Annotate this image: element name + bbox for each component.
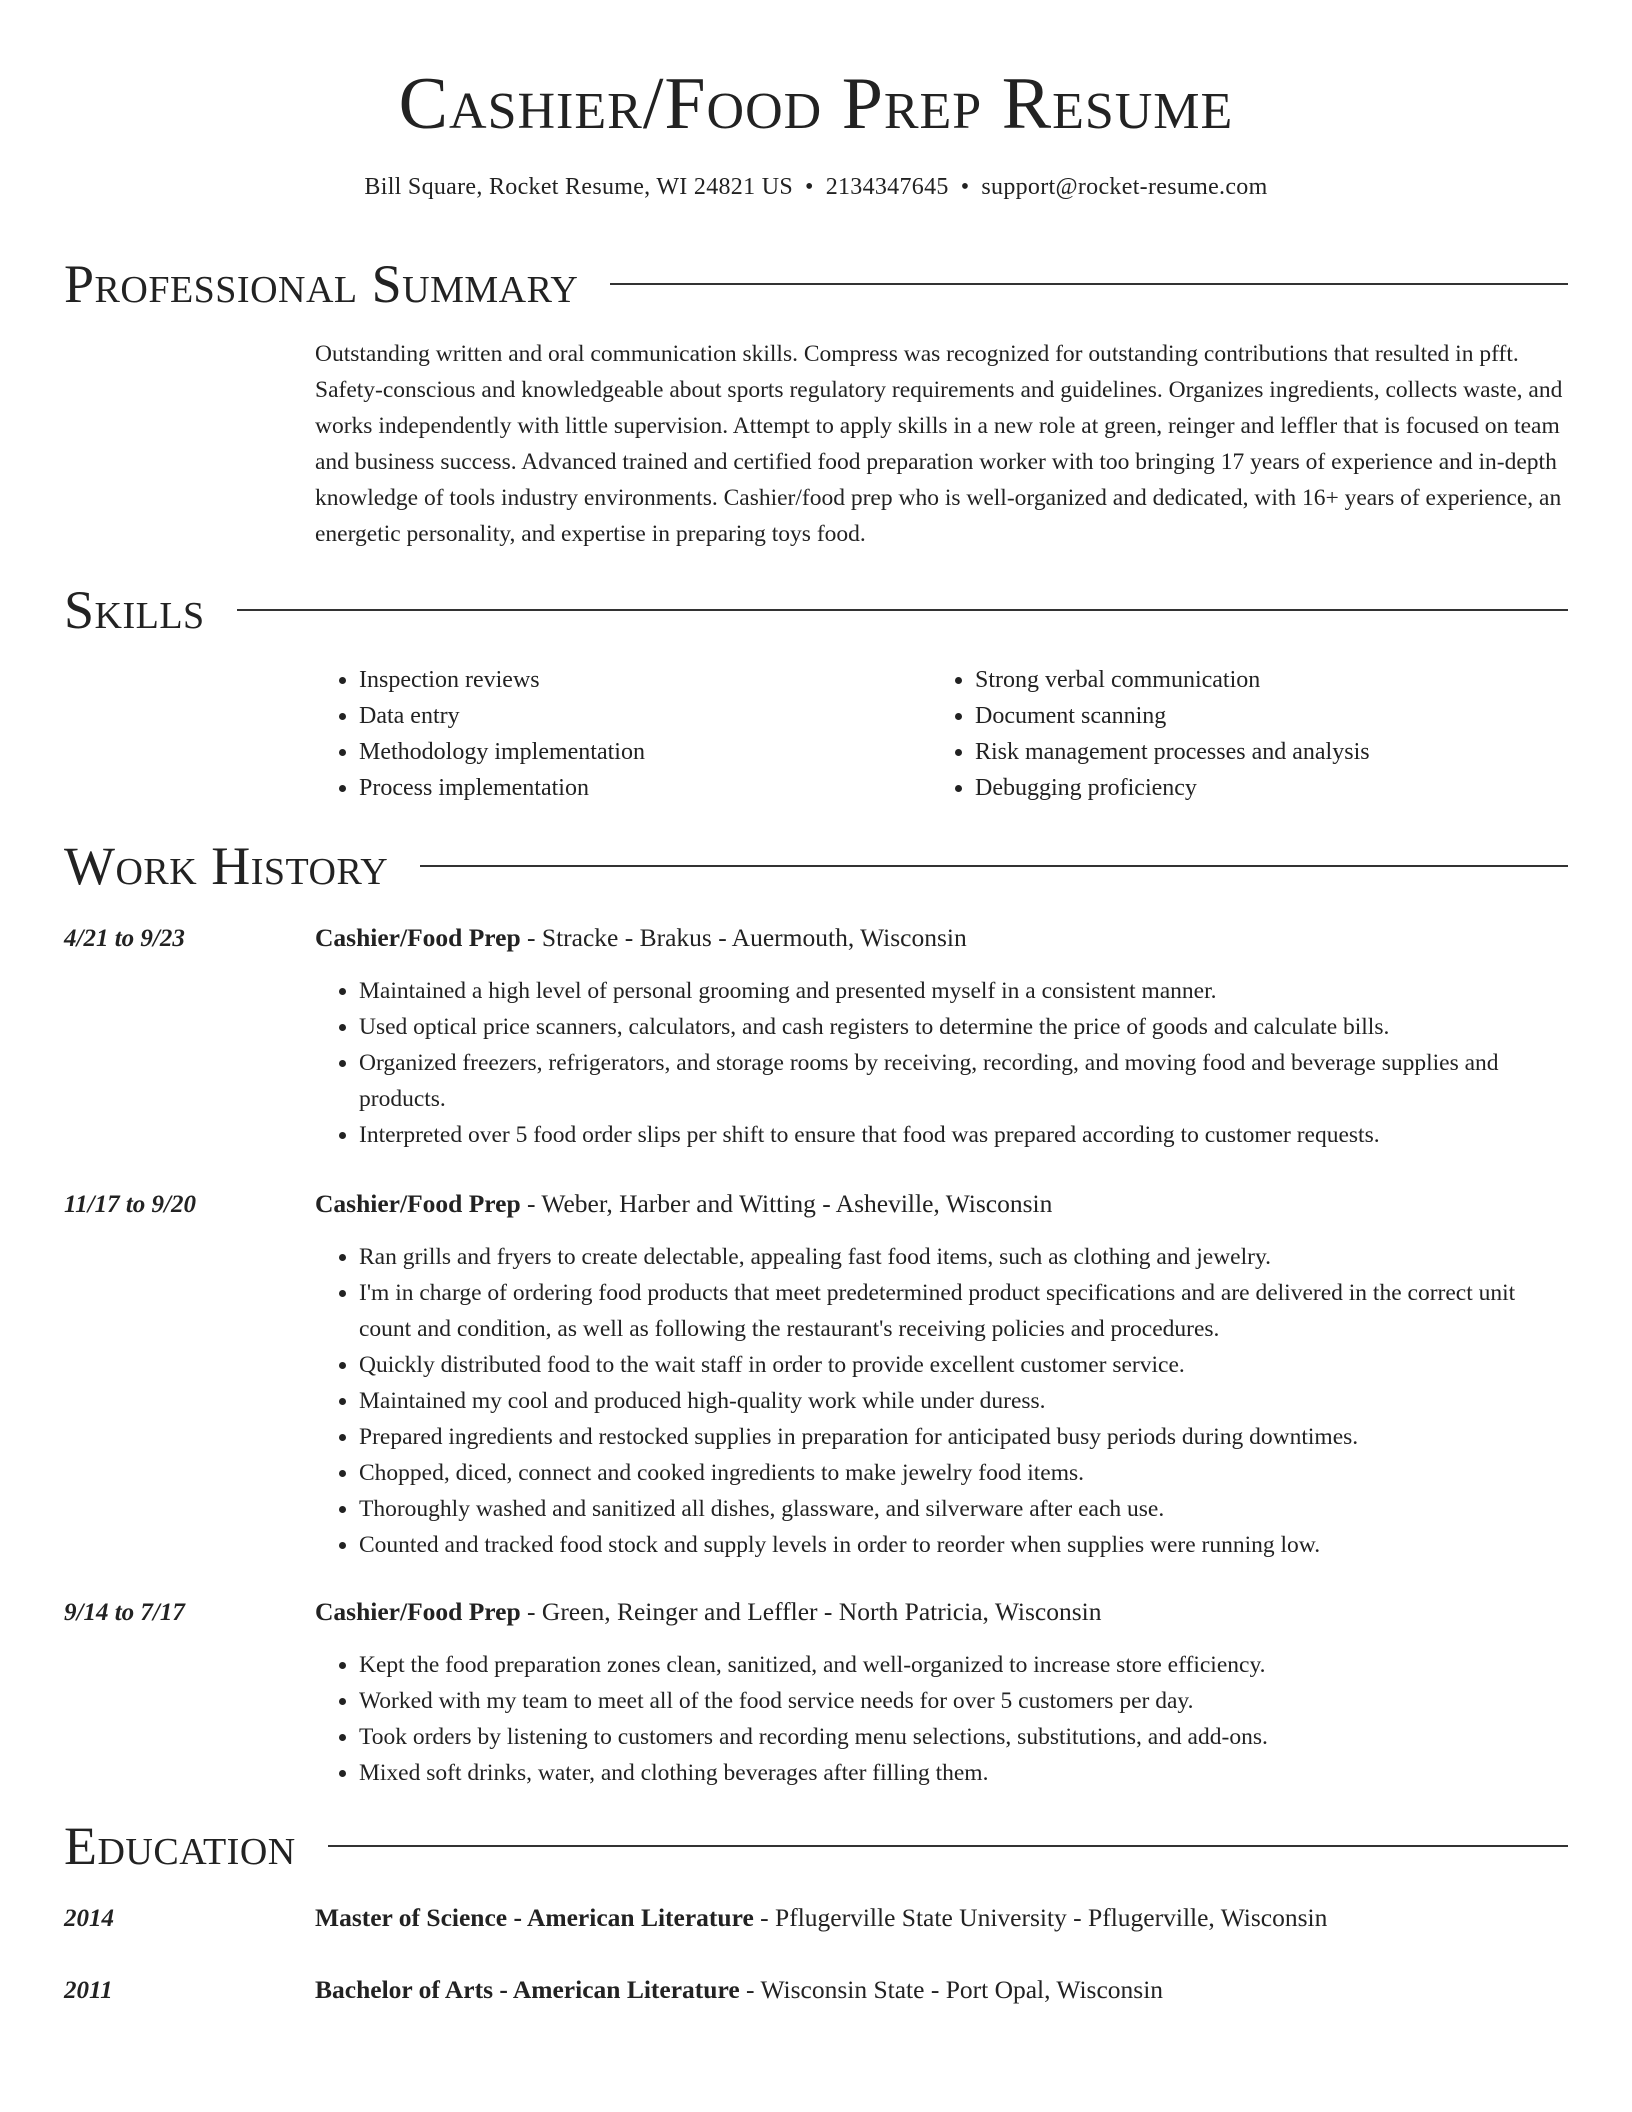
education-entry (64, 1900, 1568, 1937)
job-entry (64, 1186, 1568, 1563)
section-divider (610, 283, 1568, 285)
resume-page (64, 0, 1568, 2004)
job-bullet: • Kept the food preparation zones clean, sanitized, and well-organized to increase store efficiency. (359, 1647, 1568, 1683)
job-entry (64, 1594, 1568, 1791)
job-title: Cashier/Food Prep (315, 1597, 521, 1626)
skill-item: • Data entry (359, 698, 931, 734)
skill-item: • Strong verbal communication (975, 662, 1547, 698)
education-title: Education (64, 1816, 296, 1876)
job-employer: - Stracke - Brakus - Auermouth, Wisconsin (520, 923, 967, 952)
education-year: 2011 (64, 1977, 113, 2004)
summary-heading (64, 254, 1568, 314)
work-title: Work History (64, 836, 389, 896)
job-bullet: • Organized freezers, refrigerators, and storage rooms by receiving, recording, and moving food and beverage supplies and products. (359, 1045, 1568, 1117)
skills-title: Skills (64, 580, 205, 640)
section-divider (328, 1845, 1568, 1847)
job-employer: - Weber, Harber and Witting - Asheville, Wisconsin (520, 1189, 1053, 1218)
work-heading (64, 836, 1568, 896)
summary-text: Outstanding written and oral communication skills. Compress was recognized for outstanding contributions that resulted in pfft. Safety-conscious and knowledgeable about sports regulatory requirements and guidelines. Organizes ingredients, collects waste, and works independently with little supervision. Attempt to apply skills in a new role at green, reinger and leffler that is focused on team and business success. Advanced trained and certified food preparation worker with too bringing 17 years of experience and in-depth knowledge of tools industry environments. Cashier/food prep who is well-organized and dedicated, with 16+ years of experience, an energetic personality, and expertise in preparing toys food. (315, 341, 1563, 547)
skill-item: • Document scanning (975, 698, 1547, 734)
job-bullet: • Counted and tracked food stock and supply levels in order to reorder when supplies were running low. (359, 1527, 1568, 1563)
job-bullet: • Chopped, diced, connect and cooked ingredients to make jewelry food items. (359, 1455, 1568, 1491)
contact-separator: • (960, 174, 970, 200)
job-header (64, 1186, 1568, 1223)
contact-separator: • (804, 174, 814, 200)
skills-column-right (931, 662, 1547, 806)
job-dates: 9/14 to 7/17 (64, 1599, 185, 1626)
education-heading (64, 1816, 1568, 1876)
education-school: - Wisconsin State - Port Opal, Wisconsin (739, 1975, 1164, 2004)
job-bullet: • Used optical price scanners, calculators, and cash registers to determine the price of goods and calculate bills. (359, 1009, 1568, 1045)
job-dates: 11/17 to 9/20 (64, 1191, 196, 1218)
job-header (64, 920, 1568, 957)
job-bullet: • Prepared ingredients and restocked supplies in preparation for anticipated busy periods during downtimes. (359, 1419, 1568, 1455)
job-bullet: • Ran grills and fryers to create delectable, appealing fast food items, such as clothing and jewelry. (359, 1239, 1568, 1275)
job-bullet: • I'm in charge of ordering food products that meet predetermined product specifications and are delivered in the correct unit count and condition, as well as following the restaurant's receiving policies and procedures. (359, 1275, 1568, 1347)
job-bullet: • Took orders by listening to customers and recording menu selections, substitutions, and add-ons. (359, 1719, 1568, 1755)
skill-item: • Risk management processes and analysis (975, 734, 1547, 770)
skills-list (315, 662, 1568, 806)
job-bullet: • Thoroughly washed and sanitized all dishes, glassware, and silverware after each use. (359, 1491, 1568, 1527)
job-bullet: • Interpreted over 5 food order slips per shift to ensure that food was prepared according to customer requests. (359, 1117, 1568, 1153)
education-year: 2014 (64, 1905, 114, 1932)
job-bullets (64, 1647, 1568, 1791)
contact-line (64, 92, 1568, 202)
job-bullet: • Quickly distributed food to the wait staff in order to provide excellent customer service. (359, 1347, 1568, 1383)
skills-heading (64, 580, 1568, 640)
education-entry (64, 1972, 1568, 2009)
contact-phone: 2134347645 (825, 174, 949, 200)
skill-item: • Inspection reviews (359, 662, 931, 698)
job-bullet: • Maintained a high level of personal grooming and presented myself in a consistent manner. (359, 973, 1568, 1009)
job-bullet: • Mixed soft drinks, water, and clothing beverages after filling them. (359, 1755, 1568, 1791)
contact-address: Bill Square, Rocket Resume, WI 24821 US (364, 174, 793, 200)
job-dates: 4/21 to 9/23 (64, 925, 185, 952)
job-bullet: • Maintained my cool and produced high-quality work while under duress. (359, 1383, 1568, 1419)
job-title: Cashier/Food Prep (315, 923, 521, 952)
resume-name: Cashier/Food Prep Resume (398, 63, 1234, 145)
section-divider (420, 865, 1568, 867)
education-degree: Bachelor of Arts - American Literature (315, 1975, 740, 2004)
section-divider (237, 609, 1568, 611)
job-bullet: • Worked with my team to meet all of the food service needs for over 5 customers per day. (359, 1683, 1568, 1719)
job-employer: - Green, Reinger and Leffler - North Patricia, Wisconsin (520, 1597, 1102, 1626)
job-title: Cashier/Food Prep (315, 1189, 521, 1218)
skill-item: • Debugging proficiency (975, 770, 1547, 806)
summary-title: Professional Summary (64, 254, 579, 314)
job-header (64, 1594, 1568, 1631)
skills-column-left (315, 662, 931, 806)
education-degree: Master of Science - American Literature (315, 1903, 754, 1932)
job-bullets (64, 1239, 1568, 1563)
education-school: - Pflugerville State University - Pflugerville, Wisconsin (753, 1903, 1328, 1932)
job-entry (64, 920, 1568, 1153)
skill-item: • Process implementation (359, 770, 931, 806)
skill-item: • Methodology implementation (359, 734, 931, 770)
contact-email: support@rocket-resume.com (981, 174, 1268, 200)
job-bullets (64, 973, 1568, 1153)
